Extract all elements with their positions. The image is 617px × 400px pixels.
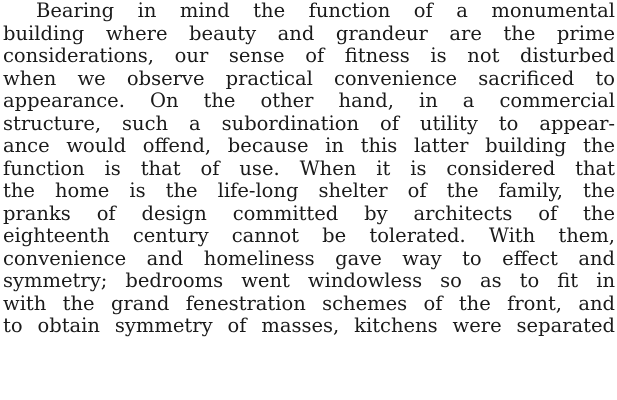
paragraph-line: the home is the life-long shelter of the family, the <box>3 179 615 202</box>
paragraph-line: eighteenth century cannot be tolerated. With them, <box>3 224 615 247</box>
body-paragraph <box>3 0 615 338</box>
paragraph-line: Bearing in mind the function of a monumental <box>36 0 615 22</box>
paragraph-line: ance would offend, because in this latter building the <box>3 134 615 157</box>
paragraph-line: with the grand fenestration schemes of the front, and <box>3 291 615 315</box>
paragraph-line: structure, such a subordination of utility to appear- <box>3 111 615 135</box>
paragraph-line: building where beauty and grandeur are the prime <box>3 21 615 45</box>
paragraph-line: symmetry; bedrooms went windowless so as to fit in <box>3 269 615 292</box>
paragraph-line: when we observe practical convenience sacrificed to <box>3 66 615 90</box>
paragraph-line: appearance. On the other hand, in a commercial <box>3 89 615 112</box>
paragraph-line: convenience and homeliness gave way to effect and <box>3 246 615 270</box>
paragraph-line: to obtain symmetry of masses, kitchens were separated <box>3 314 615 337</box>
paragraph-line: pranks of design committed by architects of the <box>3 201 615 225</box>
paragraph-line: function is that of use. When it is considered that <box>3 156 615 180</box>
paragraph-line: considerations, our sense of fitness is not disturbed <box>3 44 615 67</box>
